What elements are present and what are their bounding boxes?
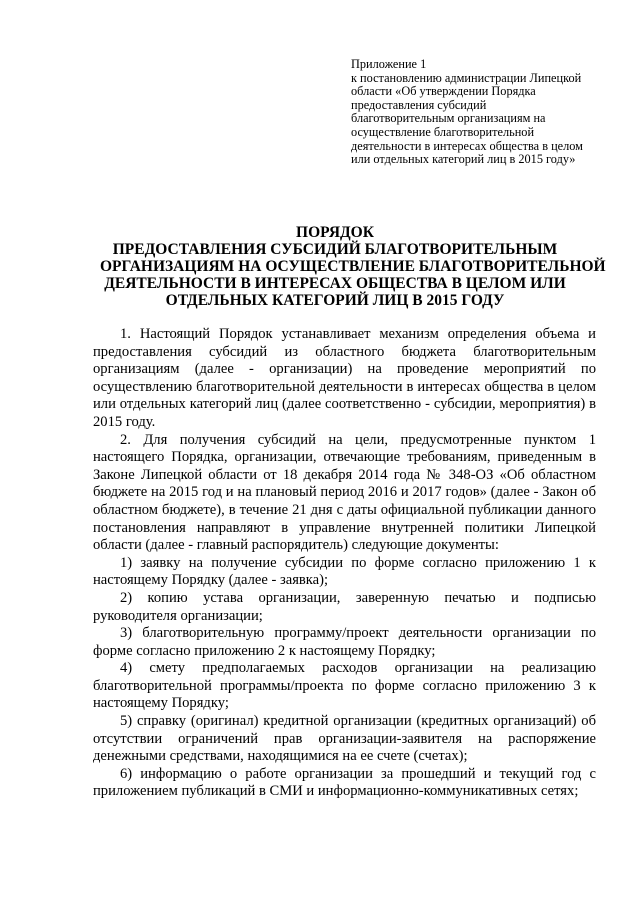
appendix-line: благотворительным организациям на — [351, 111, 546, 126]
title-line: ПОРЯДОК — [296, 224, 374, 241]
list-item-4: 4) смету предполагаемых расходов организации на реализацию благотворительной программы/проекта по форме согласно приложению 3 к настоящему Порядку; — [93, 660, 596, 712]
title-line: ПРЕДОСТАВЛЕНИЯ СУБСИДИЙ БЛАГОТВОРИТЕЛЬНЫМ — [112, 241, 558, 259]
appendix-line: области «Об утверждении Порядка — [351, 84, 536, 99]
list-item-5: 5) справку (оригинал) кредитной организации (кредитных организаций) об отсутствии ограничений прав организации-заявителя на распоряжение денежными средствами, находящимися на ее счете (счетах); — [93, 713, 596, 765]
document-title — [100, 224, 606, 310]
title-line: ОРГАНИЗАЦИЯМ НА ОСУЩЕСТВЛЕНИЕ БЛАГОТВОРИТЕЛЬНОЙ — [100, 258, 606, 276]
list-item-6: 6) информацию о работе организации за прошедший и текущий год с приложением публикаций в СМИ и информационно-коммуникативных сетях; — [93, 765, 596, 800]
list-item-3: 3) благотворительную программу/проект деятельности организации по форме согласно приложению 2 к настоящему Порядку; — [93, 625, 596, 659]
appendix-line: или отдельных категорий лиц в 2015 году» — [351, 152, 576, 167]
title-line: ДЕЯТЕЛЬНОСТИ В ИНТЕРЕСАХ ОБЩЕСТВА В ЦЕЛОМ ИЛИ — [104, 275, 566, 293]
paragraph-2: 2. Для получения субсидий на цели, предусмотренные пунктом 1 настоящего Порядка, организации, отвечающие требованиям, приведенным в Законе Липецкой области от 18 декабря 2014 года № 348-ОЗ «Об областном бюджете на 2015 год и на плановый период 2016 и 2017 годов» (далее - Закон об областном бюджете), в течение 21 дня с даты официальной публикации данного постановления направляют в управление внутренней политики Липецкой области (далее - главный распорядитель) следующие документы: — [93, 431, 596, 554]
appendix-line: деятельности в интересах общества в целом — [351, 138, 583, 153]
appendix-line: Приложение 1 — [351, 57, 427, 71]
list-item-2: 2) копию устава организации, заверенную печатью и подписью руководителя организации; — [93, 589, 596, 624]
title-line: ОТДЕЛЬНЫХ КАТЕГОРИЙ ЛИЦ В 2015 ГОДУ — [165, 292, 505, 310]
appendix-line: к постановлению администрации Липецкой — [351, 70, 582, 85]
document-body — [93, 326, 596, 801]
paragraph-1: 1. Настоящий Порядок устанавливает механизм определения объема и предоставления субсидий из областного бюджета благотворительным организациям (далее - организации) на проведение мероприятий по осуществлению благотворительной деятельности в интересах общества в целом или отдельных категорий лиц (далее соответственно - субсидии, мероприятия) в 2015 году. — [93, 326, 596, 430]
list-item-1: 1) заявку на получение субсидии по форме согласно приложению 1 к настоящему Порядку (далее - заявка); — [93, 554, 596, 589]
appendix-line: предоставления субсидий — [351, 97, 487, 112]
appendix-note — [351, 58, 603, 167]
appendix-line: осуществление благотворительной — [351, 124, 535, 139]
